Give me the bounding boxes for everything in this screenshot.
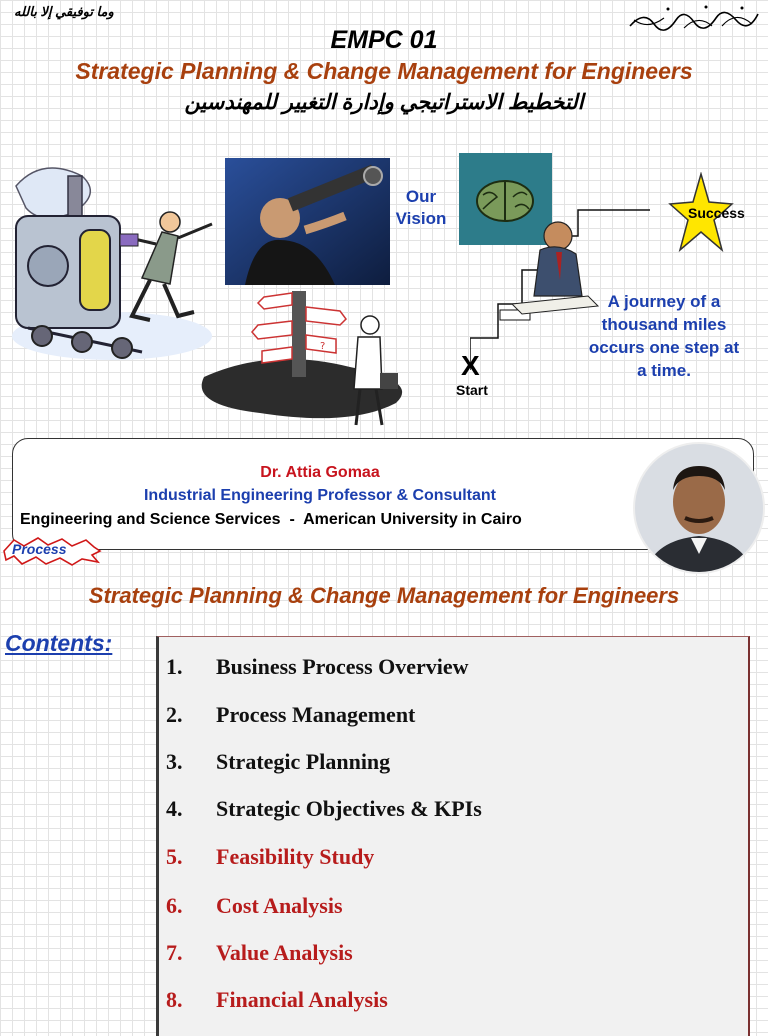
success-label: Success bbox=[688, 205, 745, 221]
toc-item-text: Business Process Overview bbox=[216, 654, 469, 679]
toc-item-text: Financial Analysis bbox=[216, 987, 388, 1012]
vision-label: Our Vision bbox=[395, 187, 447, 228]
contents-list-box bbox=[156, 636, 750, 1036]
toc-item-text: Value Analysis bbox=[216, 940, 353, 965]
toc-item-number: 8. bbox=[166, 987, 183, 1012]
presenter-title: Industrial Engineering Professor & Consultant bbox=[143, 487, 497, 504]
presenter-name: Dr. Attia Gomaa bbox=[260, 464, 380, 481]
toc-item bbox=[166, 844, 374, 870]
toc-item bbox=[166, 987, 388, 1013]
process-badge-label: Process bbox=[12, 541, 67, 557]
toc-item-number: 3. bbox=[166, 749, 183, 774]
arabic-motto: وما توفيقي إلا بالله bbox=[14, 4, 114, 19]
toc-item bbox=[166, 796, 482, 822]
contents-subtitle: Strategic Planning & Change Management for Engineers bbox=[88, 583, 680, 608]
toc-item-number: 5. bbox=[166, 844, 183, 869]
start-label: Start bbox=[456, 382, 488, 398]
toc-item bbox=[166, 893, 343, 919]
toc-item-number: 6. bbox=[166, 893, 183, 918]
toc-item-text: Strategic Planning bbox=[216, 749, 391, 774]
journey-quote: A journey of a thousand miles occurs one step at a time. bbox=[588, 292, 740, 380]
presenter-photo bbox=[633, 442, 765, 574]
page-title: Strategic Planning & Change Management for Engineers bbox=[75, 58, 693, 84]
toc-item bbox=[166, 749, 390, 775]
running-man-machine-illustration bbox=[2, 146, 224, 372]
toc-item-number: 2. bbox=[166, 702, 183, 727]
toc-item-text: Process Management bbox=[216, 702, 416, 727]
toc-item bbox=[166, 654, 469, 680]
toc-item-text: Feasibility Study bbox=[216, 844, 375, 869]
contents-heading: Contents: bbox=[5, 630, 113, 656]
toc-item bbox=[166, 940, 353, 966]
presenter-organization: Engineering and Science Services - American University in Cairo bbox=[20, 511, 522, 528]
toc-item-number: 7. bbox=[166, 940, 183, 965]
toc-item-text: Cost Analysis bbox=[216, 893, 343, 918]
toc-item bbox=[166, 702, 415, 728]
start-x-mark: X bbox=[461, 350, 480, 381]
toc-item-number: 1. bbox=[166, 654, 183, 679]
svg-text:?: ? bbox=[320, 341, 326, 352]
signpost-man-illustration bbox=[200, 285, 415, 435]
course-code: EMPC 01 bbox=[330, 26, 438, 54]
toc-item-text: Strategic Objectives & KPIs bbox=[216, 796, 482, 821]
toc-item-number: 4. bbox=[166, 796, 183, 821]
arabic-title: التخطيط الاستراتيجي وإدارة التغيير للمهندسين bbox=[184, 91, 584, 114]
telescope-photo bbox=[225, 158, 390, 285]
